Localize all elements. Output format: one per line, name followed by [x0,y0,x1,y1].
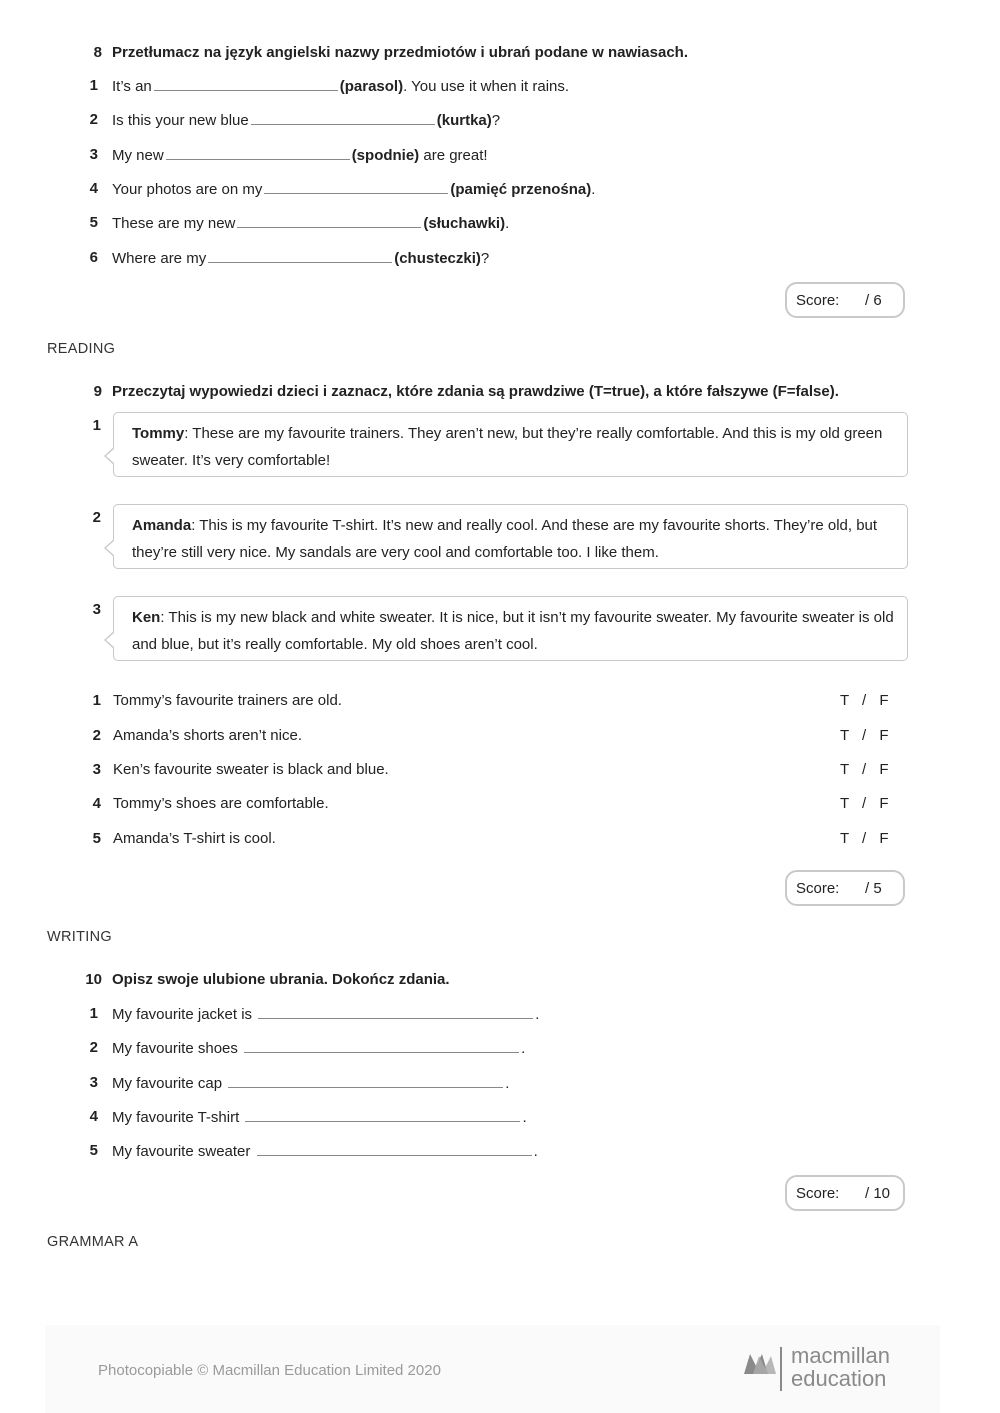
writing-item-number: 5 [89,1142,98,1159]
score-value: / 10 [865,1185,891,1202]
ex8-item-number: 6 [89,249,98,266]
score-value: / 6 [865,292,882,309]
answer-blank[interactable] [208,249,392,263]
true-false-choice[interactable]: T / F [840,692,889,709]
exercise-9-instruction: Przeczytaj wypowiedzi dzieci i zaznacz, które zdania są prawdziwe (T=true), a które fałszywe (F=false). [112,383,839,400]
exercise-9-number: 9 [93,383,102,400]
ex8-item-number: 3 [89,146,98,163]
exercise-10-instruction: Opisz swoje ulubione ubrania. Dokończ zdania. [112,971,450,988]
ex8-item-1: It’s an (parasol). You use it when it rains. [112,78,570,95]
exercise-8-number: 8 [93,44,102,61]
score-box-ex8 [785,282,905,318]
score-box-ex10 [785,1175,905,1211]
statement-text: Amanda’s shorts aren’t nice. [113,727,302,744]
text-number: 1 [92,417,101,434]
footer-copyright: Photocopiable © Macmillan Education Limited 2020 [98,1362,441,1379]
speaker-name: Ken [132,609,161,626]
text-number: 3 [92,601,101,618]
answer-blank[interactable] [166,146,350,160]
answer-blank[interactable] [237,214,421,228]
answer-blank[interactable] [251,111,435,125]
statement-number: 3 [92,761,101,778]
statement-text: Amanda’s T-shirt is cool. [113,830,276,847]
text-number: 2 [92,509,101,526]
answer-line[interactable] [244,1039,519,1053]
statement-text: Tommy’s shoes are comfortable. [113,795,329,812]
writing-item-3: My favourite cap . [112,1075,510,1092]
writing-item-4: My favourite T-shirt . [112,1109,527,1126]
ex8-item-3: My new (spodnie) are great! [112,147,488,164]
exercise-8-instruction: Przetłumacz na język angielski nazwy przedmiotów i ubrań podane w nawiasach. [112,44,688,61]
score-label: Score: [796,292,840,309]
speaker-name: Amanda [132,517,192,534]
score-label: Score: [796,1185,840,1202]
writing-item-number: 2 [89,1039,98,1056]
ex8-item-number: 1 [89,77,98,94]
statement-number: 2 [92,727,101,744]
speaker-name: Tommy [132,425,185,442]
writing-item-number: 4 [89,1108,98,1125]
speech-bubble-amanda: Amanda: This is my favourite T-shirt. It’s new and really cool. And these are my favourite shorts. They’re old, but they’re still very nice. My sandals are very cool and comfortable too. I like them. [113,504,908,569]
true-false-choice[interactable]: T / F [840,830,889,847]
section-heading-writing: WRITING [47,929,112,945]
answer-line[interactable] [245,1108,520,1122]
writing-item-2: My favourite shoes . [112,1040,526,1057]
ex8-item-4: Your photos are on my (pamięć przenośna). [112,181,596,198]
true-false-choice[interactable]: T / F [840,761,889,778]
writing-item-5: My favourite sweater . [112,1143,538,1160]
macmillan-logo-icon [743,1350,777,1376]
statement-number: 5 [92,830,101,847]
section-heading-grammar: GRAMMAR A [47,1234,139,1250]
writing-item-1: My favourite jacket is . [112,1006,540,1023]
statement-number: 1 [92,692,101,709]
true-false-choice[interactable]: T / F [840,727,889,744]
ex8-item-2: Is this your new blue (kurtka)? [112,112,501,129]
ex8-item-6: Where are my (chusteczki)? [112,250,490,267]
answer-line[interactable] [258,1005,533,1019]
score-label: Score: [796,880,840,897]
score-box-ex9 [785,870,905,906]
writing-item-number: 3 [89,1074,98,1091]
answer-line[interactable] [228,1074,503,1088]
ex8-item-number: 4 [89,180,98,197]
speech-bubble-tommy: Tommy: These are my favourite trainers. They aren’t new, but they’re really comfortable. And this is my old green sweater. It’s very comfortable! [113,412,908,477]
answer-blank[interactable] [154,77,338,91]
statement-text: Tommy’s favourite trainers are old. [113,692,342,709]
statement-text: Ken’s favourite sweater is black and blue. [113,761,389,778]
ex8-item-number: 2 [89,111,98,128]
answer-line[interactable] [257,1142,532,1156]
section-heading-reading: READING [47,341,116,357]
ex8-item-number: 5 [89,214,98,231]
score-value: / 5 [865,880,882,897]
logo-divider [780,1347,782,1391]
exercise-10-number: 10 [85,971,102,988]
statement-number: 4 [92,795,101,812]
answer-blank[interactable] [264,180,448,194]
ex8-item-5: These are my new (słuchawki). [112,215,510,232]
writing-item-number: 1 [89,1005,98,1022]
speech-bubble-ken: Ken: This is my new black and white sweater. It is nice, but it isn’t my favourite sweater. My favourite sweater is old and blue, but it’s really comfortable. My old shoes aren’t cool. [113,596,908,661]
true-false-choice[interactable]: T / F [840,795,889,812]
macmillan-logo-text: macmillan education [791,1343,891,1391]
